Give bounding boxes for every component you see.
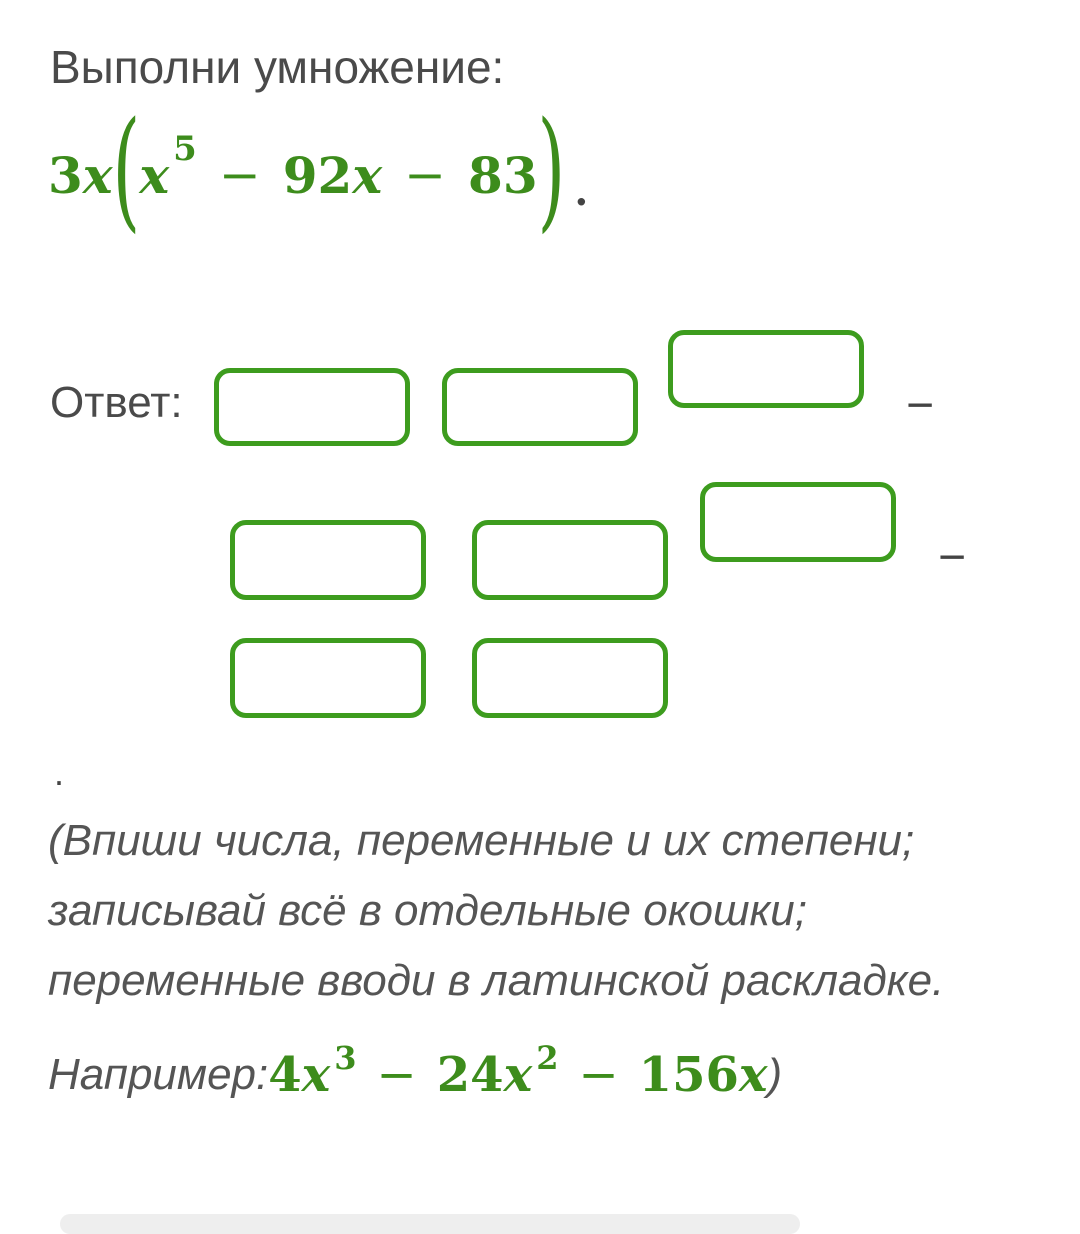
hint-line-1: (Впиши числа, переменные и их степени; bbox=[48, 816, 915, 865]
expr-term1-var: x bbox=[139, 145, 170, 205]
example-c1: 4 bbox=[268, 1047, 302, 1103]
answer-coef-3-input[interactable] bbox=[230, 638, 426, 718]
expr-term2-var: x bbox=[352, 145, 383, 205]
example-c3: 156 bbox=[638, 1047, 739, 1103]
example-e2: 2 bbox=[536, 1039, 559, 1077]
expr-term2-coef: 92 bbox=[282, 145, 353, 205]
expr-term1-exp: 5 bbox=[173, 129, 197, 169]
answer-coef-1-input[interactable] bbox=[214, 368, 410, 446]
expr-coef: 3 bbox=[48, 145, 83, 205]
hint-line-3: переменные вводи в латинской раскладке. bbox=[48, 956, 945, 1005]
expr-op2: − bbox=[404, 146, 447, 204]
example-op2: − bbox=[578, 1047, 619, 1103]
answer-var-2-input[interactable] bbox=[472, 520, 668, 600]
example-c2: 24 bbox=[436, 1047, 504, 1103]
bottom-button-edge bbox=[60, 1214, 800, 1234]
expr-var: x bbox=[82, 145, 113, 205]
example-close: ) bbox=[767, 1050, 783, 1099]
answer-var-1-input[interactable] bbox=[442, 368, 638, 446]
answer-label: Ответ: bbox=[50, 378, 183, 427]
answer-var-3-input[interactable] bbox=[472, 638, 668, 718]
hint-example bbox=[48, 1040, 782, 1110]
answer-coef-2-input[interactable] bbox=[230, 520, 426, 600]
example-e1: 3 bbox=[334, 1039, 357, 1077]
expr-term3: 83 bbox=[468, 145, 538, 205]
expr-close-paren: ) bbox=[537, 93, 565, 245]
example-expression bbox=[268, 1039, 768, 1103]
example-v2: x bbox=[503, 1047, 533, 1103]
example-label: Например: bbox=[48, 1050, 269, 1099]
example-v3: x bbox=[738, 1047, 768, 1103]
hint-line-2: записывай всё в отдельные окошки; bbox=[48, 886, 807, 935]
answer-exp-1-input[interactable] bbox=[668, 330, 864, 408]
example-op1: − bbox=[376, 1047, 417, 1103]
answer-exp-2-input[interactable] bbox=[700, 482, 896, 562]
expr-op1: − bbox=[218, 146, 261, 204]
task-expression bbox=[48, 93, 589, 245]
example-v1: x bbox=[301, 1047, 331, 1103]
expr-open-paren: ( bbox=[112, 93, 140, 245]
answer-minus-2: − bbox=[938, 531, 967, 584]
task-heading: Выполни умножение: bbox=[50, 41, 505, 93]
answer-trailing-period: . bbox=[54, 752, 65, 793]
expr-period: . bbox=[574, 167, 589, 215]
answer-minus-1: − bbox=[906, 379, 935, 432]
